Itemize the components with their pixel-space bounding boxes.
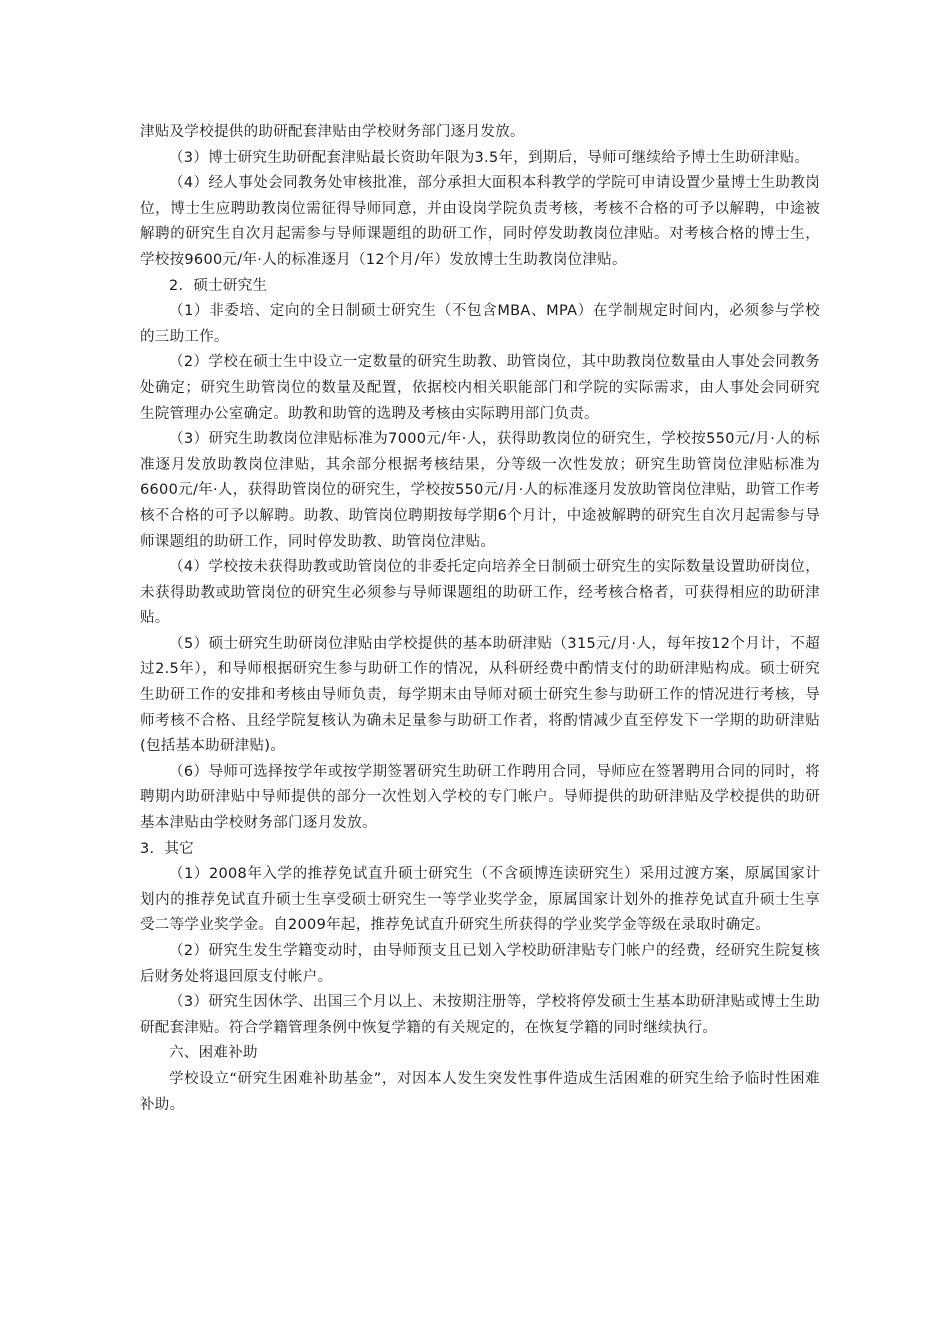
paragraph-other-1: （1）2008年入学的推荐免试直升硕士研究生（不含硕博连读研究生）采用过渡方案，原属国家计划内的推荐免试直升硕士生享受硕士研究生一等学业奖学金，原属国家计划外的推荐免试直升硕士生享受二等学业奖学金。自2009年起，推荐免试直升研究生所获得的学业奖学金等级在录取时确定。 [140,866,820,934]
paragraph-masters-6: （6）导师可选择按学年或按学期签署研究生助研工作聘用合同，导师应在签署聘用合同的同时，将聘期内助研津贴中导师提供的部分一次性划入学校的专门帐户。导师提供的助研津贴及学校提供的助研基本津贴由学校财务部门逐月发放。 [140,763,820,832]
paragraph-continuation: 津贴及学校提供的助研配套津贴由学校财务部门逐月发放。 [140,124,525,140]
section-heading-hardship: 六、困难补助 [169,1045,258,1062]
paragraph-hardship: 学校设立“研究生困难补助基金”，对因本人发生突发性事件造成生活困难的研究生给予临时性困难补助。 [140,1070,820,1113]
paragraph-phd-3: （3）博士研究生助研配套津贴最长资助年限为3.5年，到期后，导师可继续给予博士生助研津贴。 [169,149,810,166]
paragraph-phd-4: （4）经人事处会同教务处审核批准，部分承担大面积本科教学的学院可申请设置少量博士生助教岗位，博士生应聘助教岗位需征得导师同意，并由设岗学院负责考核，考核不合格的可予以解聘，中途被解聘的研究生自次月起需参与导师课题组的助研工作，同时停发助教岗位津贴。对考核合格的博士生，学校按9600元/年·人的标准逐月（12个月/年）发放博士生助教岗位津贴。 [140,175,820,268]
paragraph-other-3: （3）研究生因休学、出国三个月以上、未按期注册等，学校将停发硕士生基本助研津贴或博士生助研配套津贴。符合学籍管理条例中恢复学籍的有关规定的，在恢复学籍的同时继续执行。 [140,994,820,1036]
document-body [140,120,820,1118]
paragraph-masters-5: （5）硕士研究生助研岗位津贴由学校提供的基本助研津贴（315元/月·人，每年按12个月计，不超过2.5年），和导师根据研究生参与助研工作的情况，从科研经费中酌情支付的助研津贴构成。硕士研究生助研工作的安排和考核由导师负责，每学期末由导师对硕士研究生参与助研工作的情况进行考核，导师考核不合格、且经学院复核认为确未足量参与助研工作者，将酌情减少直至停发下一学期的助研津贴(包括基本助研津贴)。 [140,635,820,755]
paragraph-masters-1: （1）非委培、定向的全日制硕士研究生（不包含MBA、MPA）在学制规定时间内，必须参与学校的三助工作。 [140,303,820,345]
section-heading-masters: 2．硕士研究生 [169,277,268,294]
paragraph-masters-4: （4）学校按未获得助教或助管岗位的非委托定向培养全日制硕士研究生的实际数量设置助研岗位，未获得助教或助管岗位的研究生必须参与导师课题组的助研工作，经考核合格者，可获得相应的助研津贴。 [140,559,820,627]
paragraph-masters-2: （2）学校在硕士生中设立一定数量的研究生助教、助管岗位，其中助教岗位数量由人事处会同教务处确定；研究生助管岗位的数量及配置，依据校内相关职能部门和学院的实际需求，由人事处会同研究生院管理办公室确定。助教和助管的选聘及考核由实际聘用部门负责。 [140,354,820,422]
paragraph-other-2: （2）研究生发生学籍变动时，由导师预支且已划入学校助研津贴专门帐户的经费，经研究生院复核后财务处将退回原支付帐户。 [140,943,820,985]
paragraph-masters-3: （3）研究生助教岗位津贴标准为7000元/年·人，获得助教岗位的研究生，学校按550元/月·人的标准逐月发放助教岗位津贴，其余部分根据考核结果，分等级一次性发放；研究生助管岗位津贴标准为6600元/年·人，获得助管岗位的研究生，学校按550元/月·人的标准逐月发放助管岗位津贴，助管工作考核不合格的可予以解聘。助教、助管岗位聘期按每学期6个月计，中途被解聘的研究生自次月起需参与导师课题组的助研工作，同时停发助教、助管岗位津贴。 [140,431,820,550]
section-heading-other: 3．其它 [140,840,194,857]
